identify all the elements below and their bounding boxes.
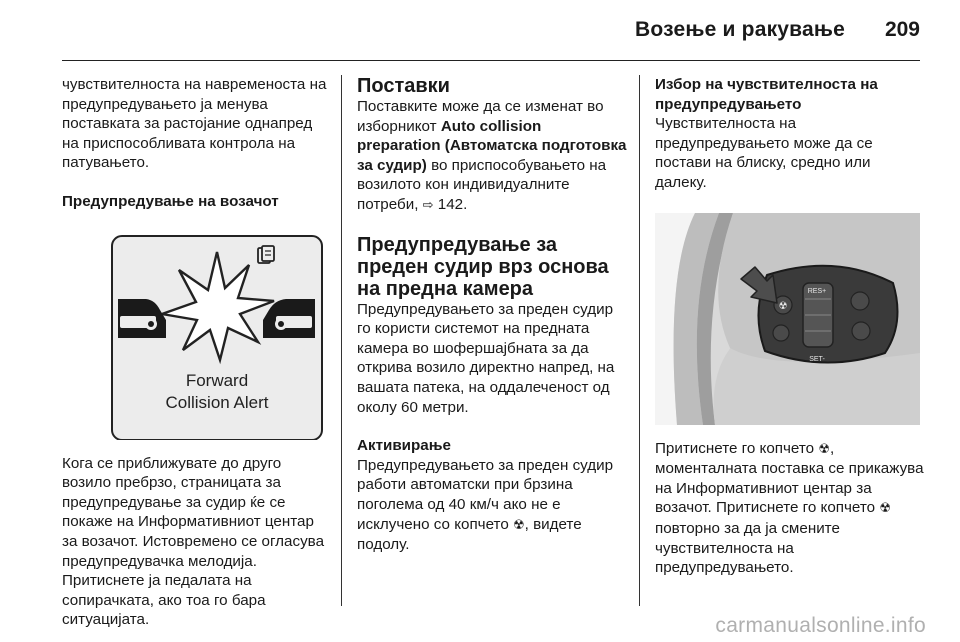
menu-item-auto-collision: Auto collision preparation (Автоматска подготовка за судир) <box>357 117 627 174</box>
collision-alert-button-icon: ☢ <box>512 517 525 533</box>
speed-limiter-button <box>852 322 870 340</box>
column-3 <box>655 75 925 578</box>
res-label: RES+ <box>807 287 827 295</box>
page-header <box>0 0 960 62</box>
set-label: SET- <box>809 355 825 363</box>
settings-paragraph: Поставките може да се изменат во изборникот Auto collision preparation (Автоматска подготовка за судир) во приспособувањето на возилото кон индивидуалните потреби, ⇨ 142. <box>357 98 627 213</box>
watermark: carmanualsonline.info <box>715 614 926 637</box>
figure-label-forward: Forward <box>185 370 249 390</box>
sensitivity-subhead: Избор на чувствителноста на предупредувањето <box>655 76 878 113</box>
collision-alert-button-icon: ☢ <box>818 441 830 457</box>
cruise-on-button <box>851 292 869 310</box>
collision-alert-glyph-icon: ☢ <box>778 300 788 312</box>
column-1 <box>62 75 330 630</box>
collision-alert-button-icon: ☢ <box>879 501 891 517</box>
camera-warning-paragraph: Предупредувањето за преден судир го користи системот на предната камера во шофершајбната за да открива возило директно напред, на вашата патека, на оддалеченост од околу 60 метри. <box>357 300 615 416</box>
intro-paragraph: чувствителноста на навременоста на предупредувањето ја менува поставката за растојание однапред на приспособливата контрола на патувањето. <box>62 76 327 172</box>
column-divider <box>341 75 342 606</box>
chapter-title: Возење и ракување <box>635 18 845 41</box>
page-number: 209 <box>884 18 920 41</box>
camera-warning-heading: Предупредување за преден судир врз основа на предна камера <box>357 233 609 300</box>
settings-heading: Поставки <box>357 75 450 97</box>
column-divider <box>639 75 640 606</box>
column-2 <box>357 75 627 555</box>
page-reference-icon: ⇨ <box>422 197 434 213</box>
steering-wheel-illustration <box>655 213 920 425</box>
activation-paragraph: Предупредувањето за преден судир работи автоматски при брзина поголема од 40 км/ч ако не е исклучено со копчето ☢, видете подолу. <box>357 456 614 554</box>
cruise-cancel-button <box>773 325 789 341</box>
figure-label-collision-alert: Collision Alert <box>165 392 269 412</box>
header-rule <box>62 60 920 61</box>
steering-wheel-figure <box>655 213 920 425</box>
sensitivity-intro: Чувствителноста на предупредувањето може да се постави на блиску, средно или далеку. <box>655 115 873 191</box>
collision-alert-illustration <box>62 228 324 440</box>
driver-warning-subhead: Предупредување на возачот <box>62 192 279 210</box>
activation-subhead: Активирање <box>357 437 451 455</box>
forward-collision-alert-figure <box>62 228 324 440</box>
press-button-paragraph: Притиснете го копчето ☢, моменталната поставка се прикажува на Информативниот центар за возачот. Притиснете го копчето ☢ повторно за да ја смените чувствителноста на предупредувањето. <box>655 439 924 577</box>
warning-description: Кога се приближувате до друго возило пребрзо, страницата за предупредување за судир ќе се покаже на Информативниот центар за возачот. Истовремено се огласува предупредувачка мелодија. Притиснете ја педалата на сопирачката, ако тоа го бара ситуацијата. <box>62 454 325 629</box>
